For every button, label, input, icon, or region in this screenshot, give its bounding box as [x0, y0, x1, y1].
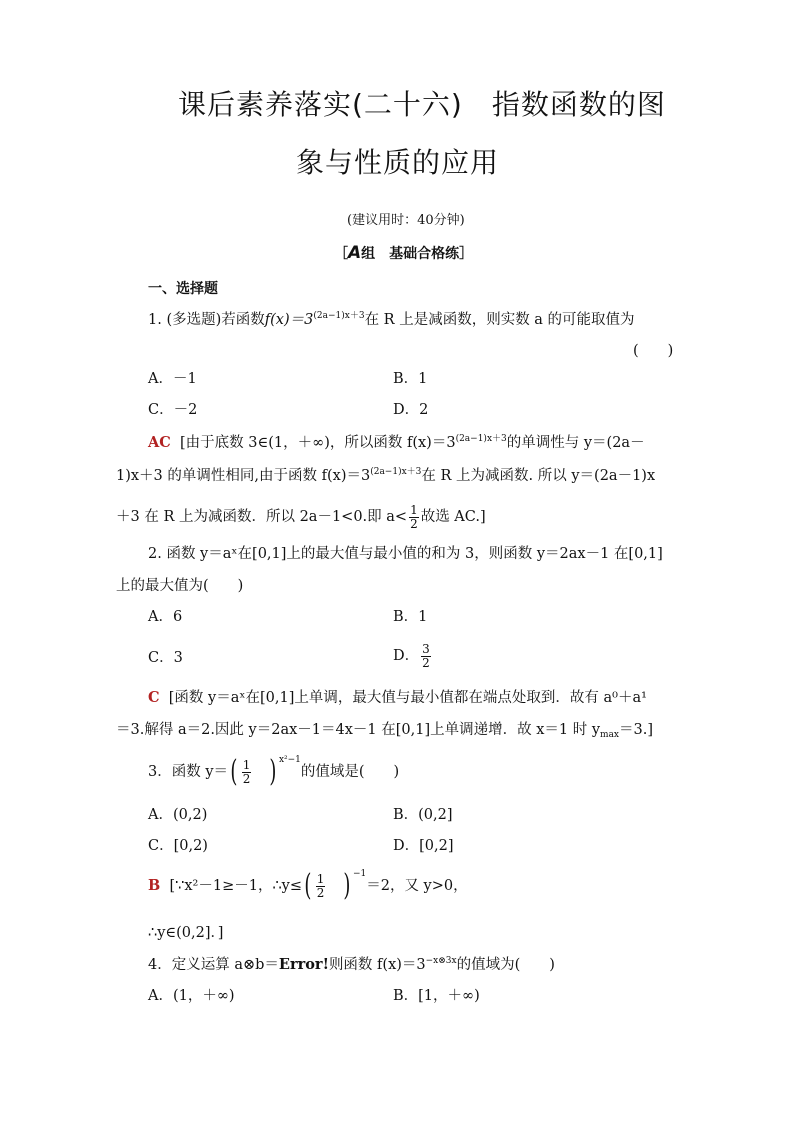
q1-exp-l3-b: 故选 AC.] [420, 509, 486, 525]
group-label: 组 基础合格练 [361, 246, 460, 262]
question-2-line2: 上的最大值为( ) [116, 578, 244, 594]
q1-suffix: 在 R 上是减函数，则实数 a 的可能取值为 [364, 312, 635, 328]
q3-exp: x²−1 [278, 755, 301, 765]
q2-option-d [393, 636, 433, 676]
q3-paren-left: ( [230, 754, 238, 789]
q3-option-d: D．[0,2] [393, 838, 454, 854]
question-2-line1: 2. 函数 y＝aˣ在[0,1]上的最大值与最小值的和为 3，则函数 y＝2ax－1 在[0,1] [148, 546, 663, 562]
page-title-line1: 课后素养落实(二十六) 指数函数的图 [178, 88, 666, 121]
q3-paren-right: ) [269, 754, 277, 789]
question-3-stem [148, 752, 399, 792]
q2-exp-l2-a: ＝3.解得 a＝2.因此 y＝2ax－1＝4x－1 在[0,1]上单调递增．故 x＝1 时 y [116, 722, 601, 738]
q3-option-b: B．(0,2] [393, 807, 453, 823]
q1-exp-l1-b: (2a−1)x＋3 [455, 434, 507, 444]
q4-error: Error! [278, 956, 329, 973]
q3-num: 1 [242, 757, 251, 772]
q2-d-fraction [421, 643, 431, 670]
question-4-stem [148, 956, 555, 974]
q1-option-c: C．－2 [148, 402, 198, 418]
q1-blank: ( ) [633, 343, 674, 359]
q3-exp-paren-right: ) [343, 868, 351, 903]
q1-exp-l2-b: (2a−1)x＋3 [370, 467, 422, 477]
q1-exp-l1-c: 的单调性与 y＝(2a－ [506, 435, 645, 451]
q3-den: 2 [242, 771, 251, 786]
q2-exp-l1: [函数 y＝aˣ在[0,1]上单调，最大值与最小值都在端点处取到．故有 a⁰＋a¹ [168, 690, 647, 706]
q1-explanation-line2 [116, 467, 655, 485]
q3-exp-fraction [316, 873, 326, 900]
q3-explanation-line2: ∴y∈(0,2]．] [148, 925, 224, 941]
q3-exp-l1-b: ＝2，又 y>0， [366, 878, 468, 894]
q2-exp-l2-b: ＝3.] [619, 722, 654, 738]
section-label: 一、选择题 [148, 281, 218, 297]
page-title-line2: 象与性质的应用 [296, 146, 500, 179]
question-1-stem [148, 311, 635, 329]
bracket-right: ］ [459, 246, 474, 262]
q2-option-d-label: D． [393, 648, 420, 664]
q1-frac-den: 2 [410, 516, 418, 531]
q4-stem-c: 的值域为( ) [456, 957, 555, 973]
q4-option-a: A．(1，＋∞) [148, 988, 235, 1004]
q2-option-b: B．1 [393, 609, 428, 625]
q3-exp-num: 1 [316, 871, 325, 886]
q2-d-den: 2 [422, 655, 430, 670]
q1-fraction [409, 504, 419, 531]
q3-exp-l1-a: [∵x²－1≥－1，∴y≤ [169, 878, 303, 894]
q3-exp-paren-left: ( [304, 868, 312, 903]
q4-option-b: B．[1，＋∞) [393, 988, 480, 1004]
q3-stem-a: 3．函数 y＝ [148, 764, 229, 780]
q3-stem-b: 的值域是( ) [300, 764, 400, 780]
q3-explanation-line1 [148, 866, 468, 906]
q3-option-a: A．(0,2) [148, 807, 208, 823]
q3-fraction [242, 759, 252, 786]
q1-option-b: B．1 [393, 371, 428, 387]
q1-exp: (2a−1)x＋3 [313, 311, 365, 321]
q2-explanation-line2 [116, 721, 653, 739]
group-letter: A [348, 243, 362, 263]
group-heading [334, 244, 473, 263]
q2-option-c: C．3 [148, 650, 183, 666]
q1-exp-l2-a: 1)x＋3 的单调性相同,由于函数 f(x)＝3 [116, 468, 371, 484]
q3-exp-power: −1 [352, 869, 367, 879]
q3-answer: B [148, 877, 161, 894]
q1-frac-num: 1 [410, 502, 418, 517]
q2-d-num: 3 [422, 641, 430, 656]
q4-stem-b: 则函数 f(x)＝3 [328, 957, 426, 973]
q1-option-a: A．－1 [148, 371, 197, 387]
q1-option-d: D．2 [393, 402, 429, 418]
q4-stem-a: 4．定义运算 a⊗b＝ [148, 957, 279, 973]
q2-answer: C [148, 689, 160, 706]
q1-exp-l3-a: ＋3 在 R 上为减函数．所以 2a－1<0.即 a< [116, 509, 408, 525]
q1-answer: AC [148, 434, 171, 451]
q3-exp-den: 2 [316, 885, 325, 900]
bracket-left: ［ [334, 246, 348, 262]
q2-option-a: A．6 [148, 609, 183, 625]
q4-exp: −x⊗3x [425, 956, 457, 966]
q2-explanation-line1 [148, 689, 647, 707]
q1-prefix: (多选题)若函数 [166, 312, 265, 328]
q3-option-c: C．[0,2) [148, 838, 208, 854]
q1-fx: f(x)＝3 [264, 312, 314, 328]
q1-exp-l2-c: 在 R 上为减函数. 所以 y＝(2a－1)x [421, 468, 656, 484]
time-note: (建议用时：40分钟) [347, 213, 465, 228]
q1-explanation-line3 [116, 500, 486, 534]
q2-exp-l2-sub: max [600, 730, 620, 740]
q1-exp-l1-a: [由于底数 3∈(1，＋∞)，所以函数 f(x)＝3 [180, 435, 456, 451]
q1-explanation-line1 [148, 434, 645, 452]
q1-num: 1. [148, 312, 162, 328]
